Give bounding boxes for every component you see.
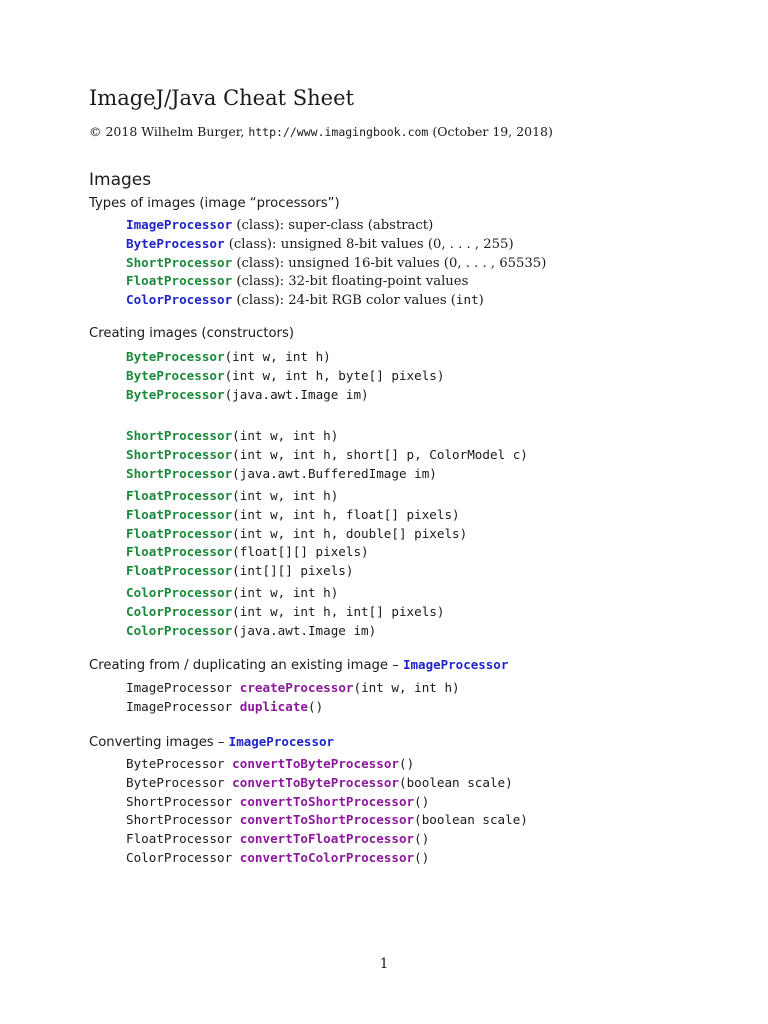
code-line: [126, 603, 444, 622]
section-heading: Images: [89, 170, 152, 190]
converting-heading: [89, 734, 334, 750]
method-name: convertToByteProcessor: [232, 774, 399, 790]
return-type: FloatProcessor: [126, 831, 233, 847]
code-line: [126, 446, 528, 465]
class-description: (class): unsigned 16-bit values (0, . . . , 65535): [232, 255, 547, 271]
page-title: ImageJ/Java Cheat Sheet: [89, 86, 354, 110]
args: (): [398, 756, 415, 771]
list-item: [126, 272, 546, 291]
class-name: ShortProcessor: [126, 428, 233, 443]
class-name: ImageProcessor: [126, 217, 233, 232]
class-name: ByteProcessor: [126, 386, 225, 402]
args: (): [414, 831, 430, 847]
types-list: [126, 216, 546, 310]
code-line: [126, 506, 467, 525]
method-name: convertToShortProcessor: [239, 812, 415, 828]
args: (): [414, 793, 430, 809]
args: (int w, int h): [232, 488, 339, 503]
constructors-byte: [126, 348, 444, 404]
list-item: [126, 235, 546, 254]
code-line: [126, 622, 444, 641]
class-name: ColorProcessor: [126, 292, 233, 308]
code-line: [126, 849, 528, 868]
args: (int[][] pixels): [232, 563, 354, 579]
code-line: [126, 584, 444, 603]
args: (java.awt.Image im): [224, 386, 369, 402]
class-description: (class): super-class (abstract): [232, 218, 434, 233]
duplicating-list: [126, 679, 460, 717]
types-heading: Types of images (image “processors”): [89, 196, 340, 211]
class-name: FloatProcessor: [126, 563, 233, 579]
page-number: 1: [379, 956, 389, 972]
args: (boolean scale): [398, 774, 513, 790]
class-name: ColorProcessor: [126, 622, 233, 638]
code-line: [126, 811, 528, 830]
duplicating-heading: [89, 657, 508, 673]
code-line: [126, 755, 528, 774]
args: (int w, int h, short[] p, ColorModel c): [232, 446, 528, 462]
code-line: [126, 525, 467, 544]
list-item: [126, 254, 546, 273]
return-type: ShortProcessor: [126, 812, 233, 828]
return-type: ShortProcessor: [126, 793, 233, 809]
args: (float[][] pixels): [232, 544, 369, 560]
list-item: [126, 291, 546, 310]
code-line: [126, 367, 444, 386]
code-line: [126, 465, 528, 484]
args: (int w, int h, double[] pixels): [232, 525, 468, 541]
type-code: int: [455, 292, 479, 308]
constructors-float: [126, 487, 467, 581]
return-type: ByteProcessor: [126, 774, 225, 790]
args: (int w, int h): [232, 428, 339, 443]
return-type: ByteProcessor: [126, 756, 225, 771]
code-line: [126, 543, 467, 562]
method-name: duplicate: [239, 698, 308, 714]
code-line: [126, 698, 460, 717]
class-name: ShortProcessor: [126, 254, 233, 270]
heading-code: ImageProcessor: [228, 734, 335, 749]
code-line: [126, 348, 444, 367]
args: (int w, int h): [353, 680, 460, 695]
args: (int w, int h, byte[] pixels): [224, 367, 445, 383]
args: (int w, int h, int[] pixels): [232, 603, 445, 619]
args: (java.awt.Image im): [232, 622, 377, 638]
class-name: ByteProcessor: [126, 367, 225, 383]
method-name: createProcessor: [239, 680, 354, 695]
return-type: ColorProcessor: [126, 849, 233, 865]
class-description: (class): 32-bit floating-point values: [232, 274, 469, 290]
return-type: ImageProcessor: [126, 680, 233, 695]
class-name: FloatProcessor: [126, 525, 233, 541]
args: (int w, int h): [232, 585, 339, 600]
class-description-end: ): [478, 293, 484, 309]
heading-code: ImageProcessor: [403, 657, 509, 672]
method-name: convertToShortProcessor: [239, 793, 415, 809]
code-line: [126, 562, 467, 581]
args: (int w, int h): [224, 349, 331, 364]
heading-text: Converting images –: [89, 735, 225, 750]
method-name: convertToByteProcessor: [232, 756, 399, 771]
method-name: convertToFloatProcessor: [239, 831, 415, 847]
constructors-short: [126, 427, 528, 483]
class-name: ColorProcessor: [126, 603, 233, 619]
heading-text: Creating from / duplicating an existing image –: [89, 658, 399, 673]
method-name: convertToColorProcessor: [239, 849, 415, 865]
args: (int w, int h, float[] pixels): [232, 506, 460, 522]
list-item: [126, 216, 546, 235]
code-line: [126, 679, 460, 698]
class-name: ByteProcessor: [126, 349, 225, 364]
class-description: (class): 24-bit RGB color values (: [232, 293, 456, 309]
code-line: [126, 774, 528, 793]
args: (boolean scale): [414, 812, 528, 828]
args: (): [414, 849, 430, 865]
class-name: ShortProcessor: [126, 446, 233, 462]
class-name: ShortProcessor: [126, 465, 233, 481]
constructors-color: [126, 584, 444, 640]
date: (October 19, 2018): [432, 124, 553, 139]
converting-list: [126, 755, 528, 868]
class-name: ColorProcessor: [126, 585, 233, 600]
return-type: ImageProcessor: [126, 698, 233, 714]
class-name: FloatProcessor: [126, 488, 233, 503]
args: (java.awt.BufferedImage im): [232, 465, 437, 481]
class-description: (class): unsigned 8-bit values (0, . . . , 255): [224, 236, 514, 252]
class-name: FloatProcessor: [126, 544, 233, 560]
class-name: FloatProcessor: [126, 506, 233, 522]
constructors-heading: Creating images (constructors): [89, 326, 294, 341]
website-link[interactable]: http://www.imagingbook.com: [248, 125, 429, 139]
code-line: [126, 386, 444, 405]
code-line: [126, 793, 528, 812]
byline: [89, 124, 553, 139]
class-name: ByteProcessor: [126, 235, 225, 251]
args: (): [308, 698, 324, 714]
copyright: © 2018 Wilhelm Burger,: [89, 124, 245, 139]
class-name: FloatProcessor: [126, 273, 233, 289]
code-line: [126, 487, 467, 506]
code-line: [126, 427, 528, 446]
code-line: [126, 830, 528, 849]
